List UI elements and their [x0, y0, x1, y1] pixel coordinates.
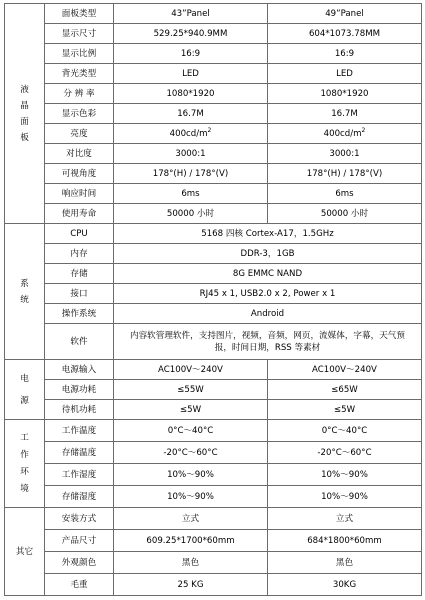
table-row [5, 164, 422, 184]
row-label: 待机功耗 [45, 400, 114, 420]
value-49: 10%～90% [268, 486, 422, 508]
value-shared: Android [114, 304, 422, 324]
row-label: 显示比例 [45, 44, 114, 64]
value-49: 立式 [268, 508, 422, 530]
value-43: 3000:1 [114, 144, 268, 164]
row-label: 操作系统 [45, 304, 114, 324]
value-49: 178°(H) / 178°(V) [268, 164, 422, 184]
table-row [5, 44, 422, 64]
row-label: 显示尺寸 [45, 24, 114, 44]
value-49: 684*1800*60mm [268, 530, 422, 552]
table-row [5, 508, 422, 530]
value-shared: 5168 四核 Cortex-A17，1.5GHz [114, 224, 422, 244]
value-49 [268, 124, 422, 144]
table-row [5, 184, 422, 204]
row-label: 内存 [45, 244, 114, 264]
table-row [5, 84, 422, 104]
value-43: 16:9 [114, 44, 268, 64]
value-shared: 内容软管理软件，支持图片，视频，音频，网页，流媒体，字幕，天气预报，时间日期，RSS 等素材 [114, 324, 422, 360]
value-43: 6ms [114, 184, 268, 204]
value-shared: 8G EMMC NAND [114, 264, 422, 284]
value-49: 30KG [268, 574, 422, 596]
category-other: 其它 [5, 508, 45, 596]
row-label: 显示色彩 [45, 104, 114, 124]
row-label: 软件 [45, 324, 114, 360]
value-43: 178°(H) / 178°(V) [114, 164, 268, 184]
spec-table [4, 3, 422, 596]
value-49: 3000:1 [268, 144, 422, 164]
value-43: 529.25*940.9MM [114, 24, 268, 44]
category-environment: 工 作 环 境 [5, 420, 45, 508]
value-43: ≤55W [114, 380, 268, 400]
value-49: 10%～90% [268, 464, 422, 486]
value-49: 49”Panel [268, 4, 422, 24]
table-row [5, 124, 422, 144]
value-49: 16:9 [268, 44, 422, 64]
value-43: 609.25*1700*60mm [114, 530, 268, 552]
value-43: 25 KG [114, 574, 268, 596]
table-row [5, 304, 422, 324]
value-43: 立式 [114, 508, 268, 530]
table-row [5, 552, 422, 574]
row-label: 存储温度 [45, 442, 114, 464]
value-43: 50000 小时 [114, 204, 268, 224]
row-label: 使用寿命 [45, 204, 114, 224]
category-system: 系 统 [5, 224, 45, 360]
row-label: 面板类型 [45, 4, 114, 24]
table-row [5, 244, 422, 264]
row-label: 存储湿度 [45, 486, 114, 508]
value-43: 10%～90% [114, 486, 268, 508]
superscript: 2 [361, 126, 366, 134]
row-label: 毛重 [45, 574, 114, 596]
row-label: 背光类型 [45, 64, 114, 84]
value-49: ≤5W [268, 400, 422, 420]
value-43 [114, 124, 268, 144]
value-43: 43”Panel [114, 4, 268, 24]
table-row [5, 224, 422, 244]
value-43: 10%～90% [114, 464, 268, 486]
row-label: 电源功耗 [45, 380, 114, 400]
value-49: ≤65W [268, 380, 422, 400]
table-row [5, 574, 422, 596]
superscript: 2 [207, 126, 212, 134]
value-49: -20°C～60°C [268, 442, 422, 464]
table-row [5, 64, 422, 84]
row-label: 工作温度 [45, 420, 114, 442]
value-49: LED [268, 64, 422, 84]
row-label: 分 辨 率 [45, 84, 114, 104]
value-49: 604*1073.78MM [268, 24, 422, 44]
value-49: 6ms [268, 184, 422, 204]
table-row [5, 486, 422, 508]
value-shared: RJ45 x 1, USB2.0 x 2, Power x 1 [114, 284, 422, 304]
category-lcd-panel: 液 晶 面 板 [5, 4, 45, 224]
table-row [5, 104, 422, 124]
value-43: 1080*1920 [114, 84, 268, 104]
table-row [5, 204, 422, 224]
table-row [5, 324, 422, 360]
value-49: AC100V～240V [268, 360, 422, 380]
value-49: 黑色 [268, 552, 422, 574]
row-label: CPU [45, 224, 114, 244]
row-label: 接口 [45, 284, 114, 304]
table-row [5, 420, 422, 442]
table-row [5, 284, 422, 304]
row-label: 亮度 [45, 124, 114, 144]
brightness-value: 400cd/m [323, 128, 362, 139]
value-43: 0°C～40°C [114, 420, 268, 442]
table-row [5, 442, 422, 464]
value-shared: DDR-3，1GB [114, 244, 422, 264]
table-row [5, 264, 422, 284]
row-label: 对比度 [45, 144, 114, 164]
value-49: 16.7M [268, 104, 422, 124]
row-label: 安装方式 [45, 508, 114, 530]
value-49: 1080*1920 [268, 84, 422, 104]
category-power: 电 源 [5, 360, 45, 420]
row-label: 工作湿度 [45, 464, 114, 486]
row-label: 外观颜色 [45, 552, 114, 574]
table-row [5, 24, 422, 44]
value-49: 50000 小时 [268, 204, 422, 224]
table-row [5, 400, 422, 420]
row-label: 产品尺寸 [45, 530, 114, 552]
table-row [5, 380, 422, 400]
value-49: 0°C～40°C [268, 420, 422, 442]
value-43: AC100V～240V [114, 360, 268, 380]
row-label: 存储 [45, 264, 114, 284]
table-row [5, 144, 422, 164]
value-43: -20°C～60°C [114, 442, 268, 464]
row-label: 响应时间 [45, 184, 114, 204]
table-row [5, 4, 422, 24]
value-43: 黑色 [114, 552, 268, 574]
table-row [5, 464, 422, 486]
value-43: 16.7M [114, 104, 268, 124]
row-label: 电源输入 [45, 360, 114, 380]
row-label: 可视角度 [45, 164, 114, 184]
value-43: ≤5W [114, 400, 268, 420]
brightness-value: 400cd/m [169, 128, 208, 139]
value-43: LED [114, 64, 268, 84]
table-row [5, 360, 422, 380]
table-row [5, 530, 422, 552]
